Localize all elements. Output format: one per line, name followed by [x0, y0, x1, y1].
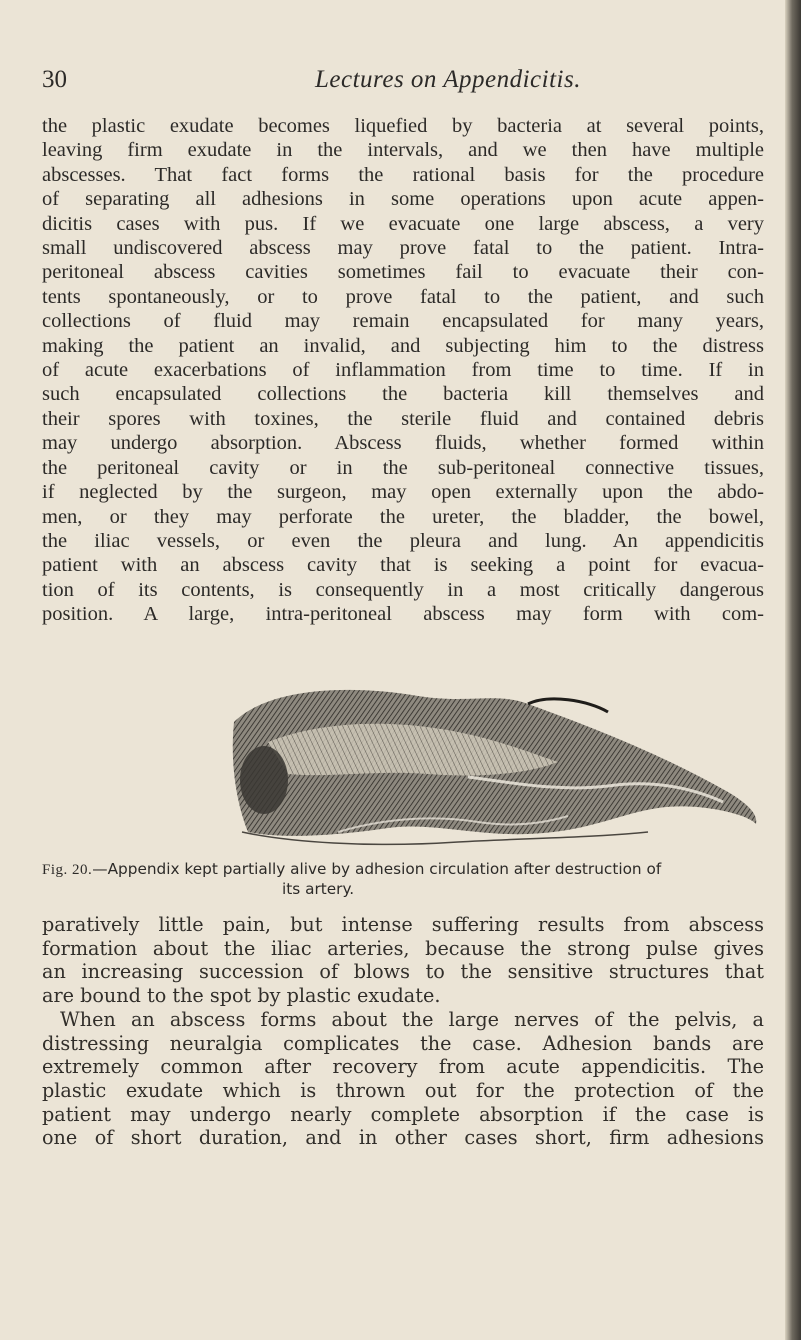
text-line: one of short duration, and in other cases short, firm adhesions	[42, 1126, 764, 1150]
text-line: formation about the iliac arteries, because the strong pulse gives	[42, 936, 764, 960]
page-edge-shadow	[785, 0, 801, 1340]
text-line: distressing neuralgia complicates the case. Adhesion bands are	[42, 1031, 764, 1055]
text-line: collections of fluid may remain encapsulated for many years,	[42, 310, 764, 333]
text-line: men, or they may perforate the ureter, the bladder, the bowel,	[42, 505, 764, 528]
lower-paragraph	[42, 913, 764, 1150]
text-line: if neglected by the surgeon, may open externally upon the abdo-	[42, 481, 764, 504]
caption-line	[42, 860, 772, 880]
text-line: the plastic exudate becomes liquefied by bacteria at several points,	[42, 115, 764, 137]
text-line: tion of its contents, is consequently in a most critically dangerous	[42, 578, 764, 601]
text-line: extremely common after recovery from acute appendicitis. The	[42, 1055, 764, 1079]
figure-label: Fig. 20.	[42, 862, 93, 878]
text-line: peritoneal abscess cavities sometimes fail to evacuate their con-	[42, 261, 764, 284]
text-line: an increasing succession of blows to the sensitive structures that	[42, 960, 764, 984]
text-line: of separating all adhesions in some operations upon acute appen-	[42, 188, 764, 211]
running-head	[42, 62, 762, 102]
text-line: small undiscovered abscess may prove fatal to the patient. Intra-	[42, 237, 764, 260]
page-number: 30	[42, 66, 67, 93]
appendix-drawing	[228, 682, 768, 858]
text-line: may undergo absorption. Abscess fluids, whether formed within	[42, 432, 764, 455]
text-line: When an abscess forms about the large nerves of the pelvis, a	[60, 1007, 764, 1031]
text-line: the peritoneal cavity or in the sub-peritoneal connective tissues,	[42, 456, 764, 479]
text-line: the iliac vessels, or even the pleura and lung. An appendicitis	[42, 529, 764, 552]
text-line: paratively little pain, but intense suffering results from abscess	[42, 913, 764, 936]
text-line: of acute exacerbations of inflammation from time to time. If in	[42, 359, 764, 382]
figure-caption	[42, 860, 772, 898]
appendix-illustration	[228, 682, 768, 858]
text-line: making the patient an invalid, and subjecting him to the distress	[42, 334, 764, 357]
text-line: position. A large, intra-peritoneal abscess may form with com-	[42, 603, 764, 626]
text-line: leaving firm exudate in the intervals, and we then have multiple	[42, 139, 764, 162]
caption-text: —Appendix kept partially alive by adhesion circulation after destruction of	[92, 860, 662, 878]
text-line: plastic exudate which is thrown out for the protection of the	[42, 1078, 764, 1102]
text-line: tents spontaneously, or to prove fatal to the patient, and such	[42, 285, 764, 308]
text-line: are bound to the spot by plastic exudate.	[42, 984, 441, 1008]
text-line: patient may undergo nearly complete absorption if the case is	[42, 1102, 764, 1126]
text-line: such encapsulated collections the bacteria kill themselves and	[42, 383, 764, 406]
running-title: Lectures on Appendicitis.	[315, 66, 581, 93]
caption-line: its artery.	[282, 879, 355, 898]
text-line: their spores with toxines, the sterile fluid and contained debris	[42, 407, 764, 430]
text-line: patient with an abscess cavity that is seeking a point for evacua-	[42, 554, 764, 577]
text-line: abscesses. That fact forms the rational basis for the procedure	[42, 163, 764, 186]
text-line: dicitis cases with pus. If we evacuate one large abscess, a very	[42, 212, 764, 235]
upper-paragraph	[42, 114, 764, 627]
